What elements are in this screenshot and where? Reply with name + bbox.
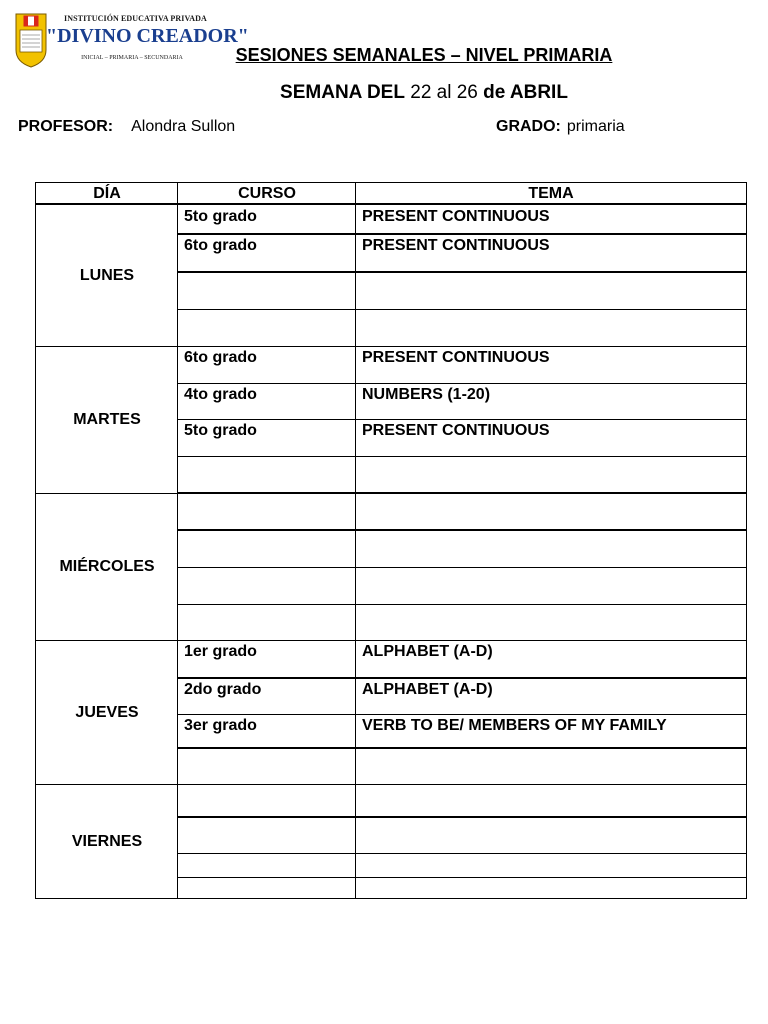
topic-cell: ALPHABET (A-D) [362,643,493,660]
table-row [178,785,746,818]
table-row [178,310,746,347]
teacher-name: Alondra Sullon [131,118,236,135]
table-row [178,347,746,384]
day-monday: LUNES [36,206,178,347]
course-cell: 1er grado [184,643,257,660]
table-row [178,531,746,568]
course-cell: 6to grado [184,237,257,254]
logo-levels-label: INICIAL – PRIMARIA – SECUNDARIA [81,55,183,61]
topic-cell: NUMBERS (1-20) [362,386,491,403]
shield-icon [14,10,48,68]
day-tuesday: MARTES [36,347,178,494]
table-row [178,749,746,785]
table-row [178,568,746,605]
schedule-table [35,182,747,899]
table-row [178,854,746,878]
teacher-info [18,118,235,136]
table-row [178,878,746,898]
table-row [178,641,746,679]
topic-cell: PRESENT CONTINUOUS [362,237,550,254]
table-row [178,818,746,854]
week-suffix: de ABRIL [483,82,568,103]
topic-cell: PRESENT CONTINUOUS [362,422,550,439]
logo-institution-label: INSTITUCIÓN EDUCATIVA PRIVADA [64,14,207,23]
header-course: CURSO [178,183,356,205]
topic-cell: PRESENT CONTINUOUS [362,349,550,366]
day-thursday: JUEVES [36,641,178,785]
table-row [178,679,746,715]
table-row [178,494,746,531]
table-row [178,273,746,310]
table-row [178,605,746,641]
week-dates: 22 al 26 [404,82,484,103]
day-friday: VIERNES [71,832,143,850]
course-cell: 6to grado [184,349,257,366]
teacher-label: PROFESOR: [18,118,114,135]
table-row [178,235,746,273]
course-cell: 2do grado [184,681,262,698]
table-row [178,457,746,494]
grade-info [496,118,625,136]
week-title [212,82,636,104]
grade-label: GRADO: [496,118,561,135]
header-topic: TEMA [356,183,746,205]
grade-value: primaria [566,118,625,135]
course-cell: 4to grado [184,386,257,403]
table-row [178,420,746,457]
topic-cell: ALPHABET (A-D) [362,681,493,698]
table-row [178,206,746,235]
document-title: SESIONES SEMANALES – NIVEL PRIMARIA [235,45,613,65]
topic-cell: PRESENT CONTINUOUS [362,208,550,225]
week-prefix: SEMANA DEL [280,82,405,103]
course-cell: 5to grado [184,422,257,439]
table-row [178,384,746,420]
day-wednesday: MIÉRCOLES [36,494,178,641]
logo-school-name: "DIVINO CREADOR" [46,25,249,47]
topic-cell: VERB TO BE/ MEMBERS OF MY FAMILY [362,717,667,734]
header-day: DÍA [36,183,178,205]
school-logo [12,8,249,70]
course-cell: 5to grado [184,208,257,225]
course-cell: 3er grado [184,717,257,734]
table-row [178,715,746,749]
